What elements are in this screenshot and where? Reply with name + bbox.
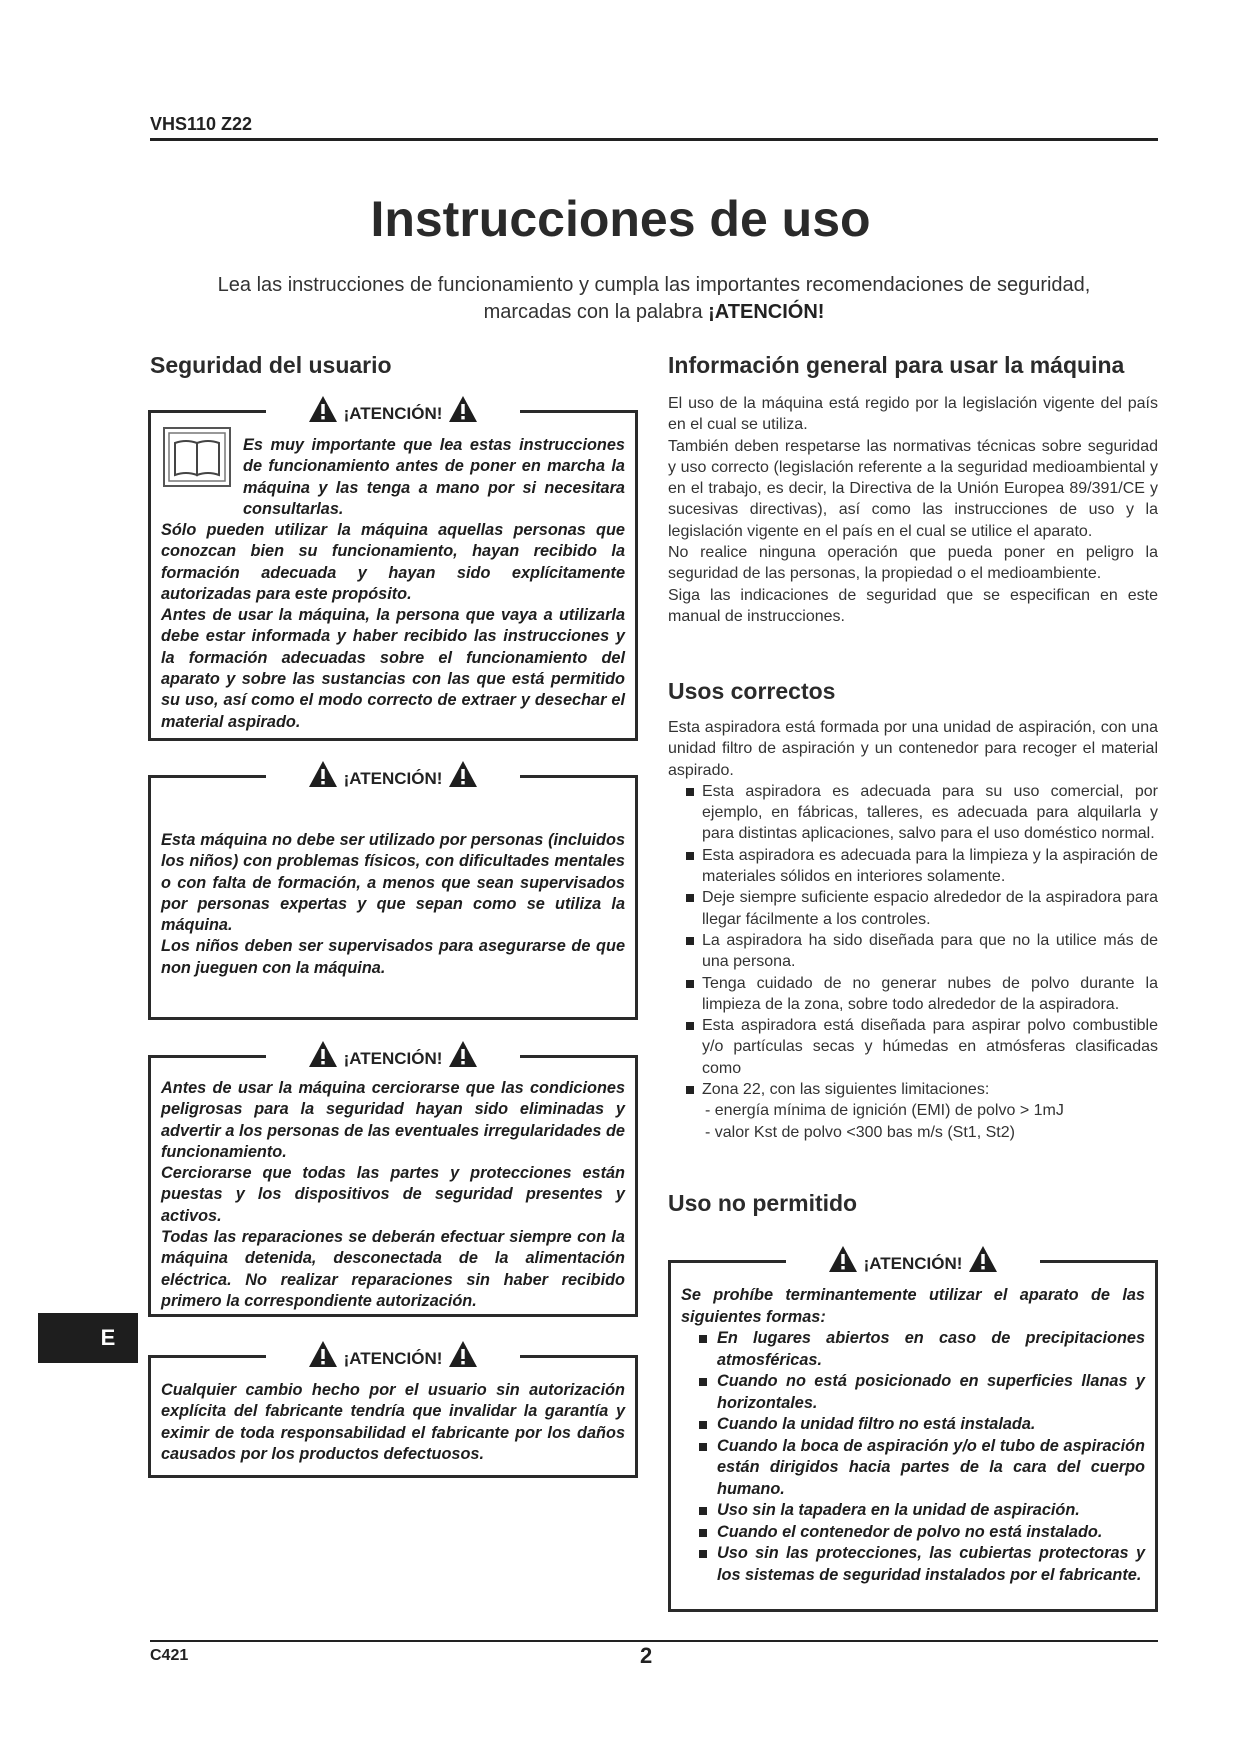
list-item [680, 973, 1158, 1016]
list-item-text: Cuando la boca de aspiración y/o el tubo de aspiración están dirigidos hacia partes de la cara del cuerpo humano. [717, 1436, 1145, 1498]
warning-box-4 [148, 1349, 638, 1478]
noperm-intro: Se prohíbe terminantemente utilizar el aparato de las siguientes formas: [681, 1286, 1145, 1326]
intro-line-1: Lea las instrucciones de funcionamiento y cumpla las importantes recomendaciones de seguridad, [217, 274, 1091, 296]
usos-correctos-text [668, 717, 1158, 1143]
bullet-square-icon [699, 1443, 707, 1451]
warning-label: ¡ATENCIÓN! [343, 769, 443, 788]
heading-seguridad: Seguridad del usuario [150, 352, 392, 378]
list-item [681, 1522, 1145, 1544]
bullet-square-icon [699, 1529, 707, 1537]
list-item-text: Cuando el contenedor de polvo no está instalado. [717, 1522, 1103, 1541]
document-code: VHS110 Z22 [150, 114, 253, 134]
list-item [680, 1079, 1158, 1100]
list-item-text: Esta aspiradora es adecuada para su uso comercial, por ejemplo, en fábricas, talleres, es adecuada para alquilarla y para distintas aplicaciones, salvo para el uso doméstico normal. [702, 782, 1158, 843]
warning-triangle-icon [968, 1245, 998, 1273]
general-paragraph-3: No realice ninguna operación que pueda poner en peligro la seguridad de las personas, la propiedad o el medioambiente. [668, 544, 1158, 583]
list-item-text: Zona 22, con las siguientes limitaciones: [702, 1081, 990, 1099]
bullet-square-icon [686, 1022, 694, 1030]
box3-body [161, 1078, 625, 1312]
warning-header [151, 1037, 635, 1071]
list-item [680, 845, 1158, 888]
language-tab [38, 1313, 138, 1363]
bullet-square-icon [686, 937, 694, 945]
bullet-square-icon [686, 1086, 694, 1094]
bullet-square-icon [699, 1507, 707, 1515]
general-paragraph-4: Siga las indicaciones de seguridad que se especifican en este manual de instrucciones. [668, 586, 1158, 625]
list-item [681, 1371, 1145, 1414]
bullet-square-icon [699, 1550, 707, 1558]
list-item [681, 1543, 1145, 1586]
heading-usos-correctos: Usos correctos [668, 678, 836, 704]
list-item-text: La aspiradora ha sido diseñada para que no la utilice más de una persona. [702, 931, 1158, 971]
bullet-square-icon [686, 894, 694, 902]
list-item-text: Tenga cuidado de no generar nubes de polvo durante la limpieza de la zona, sobre todo alrededor de la aspiradora. [702, 974, 1158, 1013]
intro-line-2 [150, 299, 1158, 326]
warning-header [151, 1337, 635, 1371]
list-item [680, 1015, 1158, 1079]
bullet-square-icon [686, 980, 694, 988]
list-item [681, 1414, 1145, 1436]
box1-intro [243, 435, 625, 520]
warning-label: ¡ATENCIÓN! [343, 1349, 443, 1368]
warning-label: ¡ATENCIÓN! [343, 1049, 443, 1068]
footer-divider [150, 1640, 1158, 1642]
heading-informacion-general: Información general para usar la máquina [668, 352, 1125, 378]
usos-list [680, 781, 1158, 1100]
list-item [681, 1500, 1145, 1522]
warning-triangle-icon [448, 1340, 478, 1368]
list-item-text: Uso sin las protecciones, las cubiertas protectoras y los sistemas de seguridad instalados por el fabricante. [717, 1544, 1145, 1584]
general-info-text [668, 393, 1158, 627]
header-divider [150, 138, 1158, 141]
manual-book-icon [163, 427, 231, 487]
warning-triangle-icon [448, 395, 478, 423]
warning-box-1 [148, 404, 638, 741]
list-item [681, 1436, 1145, 1501]
intro-text [150, 272, 1158, 326]
bullet-square-icon [699, 1421, 707, 1429]
box2-body [161, 830, 625, 979]
warning-label: ¡ATENCIÓN! [343, 404, 443, 423]
usos-intro: Esta aspiradora está formada por una unidad de aspiración, con una unidad filtro de aspiración y un contenedor para recoger el material aspirado. [668, 719, 1158, 779]
box3-paragraph-3: Todas las reparaciones se deberán efectuar siempre con la máquina detenida, desconectada de la alimentación eléctrica. No realizar reparaciones sin haber recibido primero la correspondiente autorización. [161, 1228, 625, 1310]
warning-triangle-icon [308, 395, 338, 423]
warning-triangle-icon [308, 760, 338, 788]
bullet-square-icon [686, 788, 694, 796]
warning-triangle-icon [448, 760, 478, 788]
box2-paragraph-1: Esta máquina no debe ser utilizado por personas (incluidos los niños) con problemas físicos, con dificultades mentales o con falta de formación, a menos que sean supervisados por personas expertas y que sepan como se utiliza la máquina. [161, 831, 625, 935]
general-paragraph-1: El uso de la máquina está regido por la legislación vigente del país en el cual se utiliza. [668, 395, 1158, 434]
warning-box-uso-no-permitido [668, 1254, 1158, 1612]
general-paragraph-2: También deben respetarse las normativas técnicas sobre seguridad y uso correcto (legislación referente a la seguridad medioambiental y en el trabajo, es decir, la Directiva de la Unión Europea 89/391/CE y sucesivas directivas), así como las instrucciones de uso y la legislación vigente en el país en el cual se utilice el aparato. [668, 437, 1158, 540]
noperm-list [681, 1328, 1145, 1586]
warning-header [151, 392, 635, 426]
intro-attention-word: ¡ATENCIÓN! [708, 301, 825, 323]
box1-paragraph-2: Sólo pueden utilizar la máquina aquellas personas que conozcan bien su funcionamiento, hayan recibido la formación adecuada y hayan sido explícitamente autorizadas para este propósito. [161, 521, 625, 603]
footer-code: C421 [150, 1647, 189, 1664]
noperm-body [681, 1285, 1145, 1586]
page-number: 2 [640, 1643, 653, 1668]
warning-triangle-icon [308, 1040, 338, 1068]
list-item [681, 1328, 1145, 1371]
warning-triangle-icon [308, 1340, 338, 1368]
list-item [680, 887, 1158, 930]
intro-line-2-prefix: marcadas con la palabra [483, 301, 709, 323]
heading-uso-no-permitido: Uso no permitido [668, 1190, 858, 1216]
warning-triangle-icon [828, 1245, 858, 1273]
list-item [680, 781, 1158, 845]
list-item-text: En lugares abiertos en caso de precipitaciones atmosféricas. [717, 1329, 1145, 1369]
list-item-text: Cuando la unidad filtro no está instalada. [717, 1415, 1036, 1433]
box4-body [161, 1380, 625, 1465]
list-item-text: Deje siempre suficiente espacio alrededor de la aspiradora para llegar fácilmente a los controles. [702, 889, 1158, 928]
box1-paragraph-1: Es muy importante que lea estas instrucciones de funcionamiento antes de poner en marcha la máquina y las tenga a mano por si necesitara consultarlas. [243, 436, 625, 518]
warning-triangle-icon [448, 1040, 478, 1068]
box1-paragraph-3: Antes de usar la máquina, la persona que vaya a utilizarla debe estar informada y haber recibido las instrucciones y la formación adecuadas sobre el funcionamiento del aparato y sobre las sustancias con las que está permitido su uso, así como el modo correcto de extraer y desechar el material aspirado. [161, 606, 625, 731]
page-title: Instrucciones de uso [370, 191, 871, 247]
list-item-text: Esta aspiradora es adecuada para la limpieza y la aspiración de materiales sólidos en interiores solamente. [702, 846, 1158, 886]
warning-box-2 [148, 769, 638, 1020]
box4-paragraph-1: Cualquier cambio hecho por el usuario sin autorización explícita del fabricante tendría que invalidar la garantía y eximir de toda responsabilidad el fabricante por los daños causados por los productos defectuosos. [161, 1381, 625, 1463]
limit-emi: - energía mínima de ignición (EMI) de polvo > 1mJ [705, 1102, 1064, 1120]
limit-kst: - valor Kst de polvo <300 bas m/s (St1, St2) [705, 1123, 1015, 1141]
warning-header [151, 757, 635, 791]
box1-body [161, 520, 625, 733]
warning-header [671, 1242, 1155, 1276]
list-item-text: Uso sin la tapadera en la unidad de aspiración. [717, 1501, 1080, 1519]
bullet-square-icon [686, 852, 694, 860]
list-item-text: Cuando no está posicionado en superficies llanas y horizontales. [717, 1372, 1145, 1412]
box2-paragraph-2: Los niños deben ser supervisados para asegurarse de que non jueguen con la máquina. [161, 937, 625, 977]
warning-box-3 [148, 1049, 638, 1317]
bullet-square-icon [699, 1335, 707, 1343]
list-item [680, 930, 1158, 973]
box3-paragraph-2: Cerciorarse que todas las partes y protecciones están puestas y los dispositivos de seguridad presentes y activos. [161, 1164, 625, 1225]
warning-label: ¡ATENCIÓN! [863, 1254, 963, 1273]
bullet-square-icon [699, 1378, 707, 1386]
language-tab-letter: E [100, 1325, 116, 1350]
box3-paragraph-1: Antes de usar la máquina cerciorarse que las condiciones peligrosas para la seguridad hayan sido eliminadas y advertir a los personas de las eventuales irregularidades de funcionamiento. [161, 1079, 625, 1161]
list-item-text: Esta aspiradora está diseñada para aspirar polvo combustible y/o partículas secas y húmedas en atmósferas clasificadas como [702, 1017, 1158, 1077]
